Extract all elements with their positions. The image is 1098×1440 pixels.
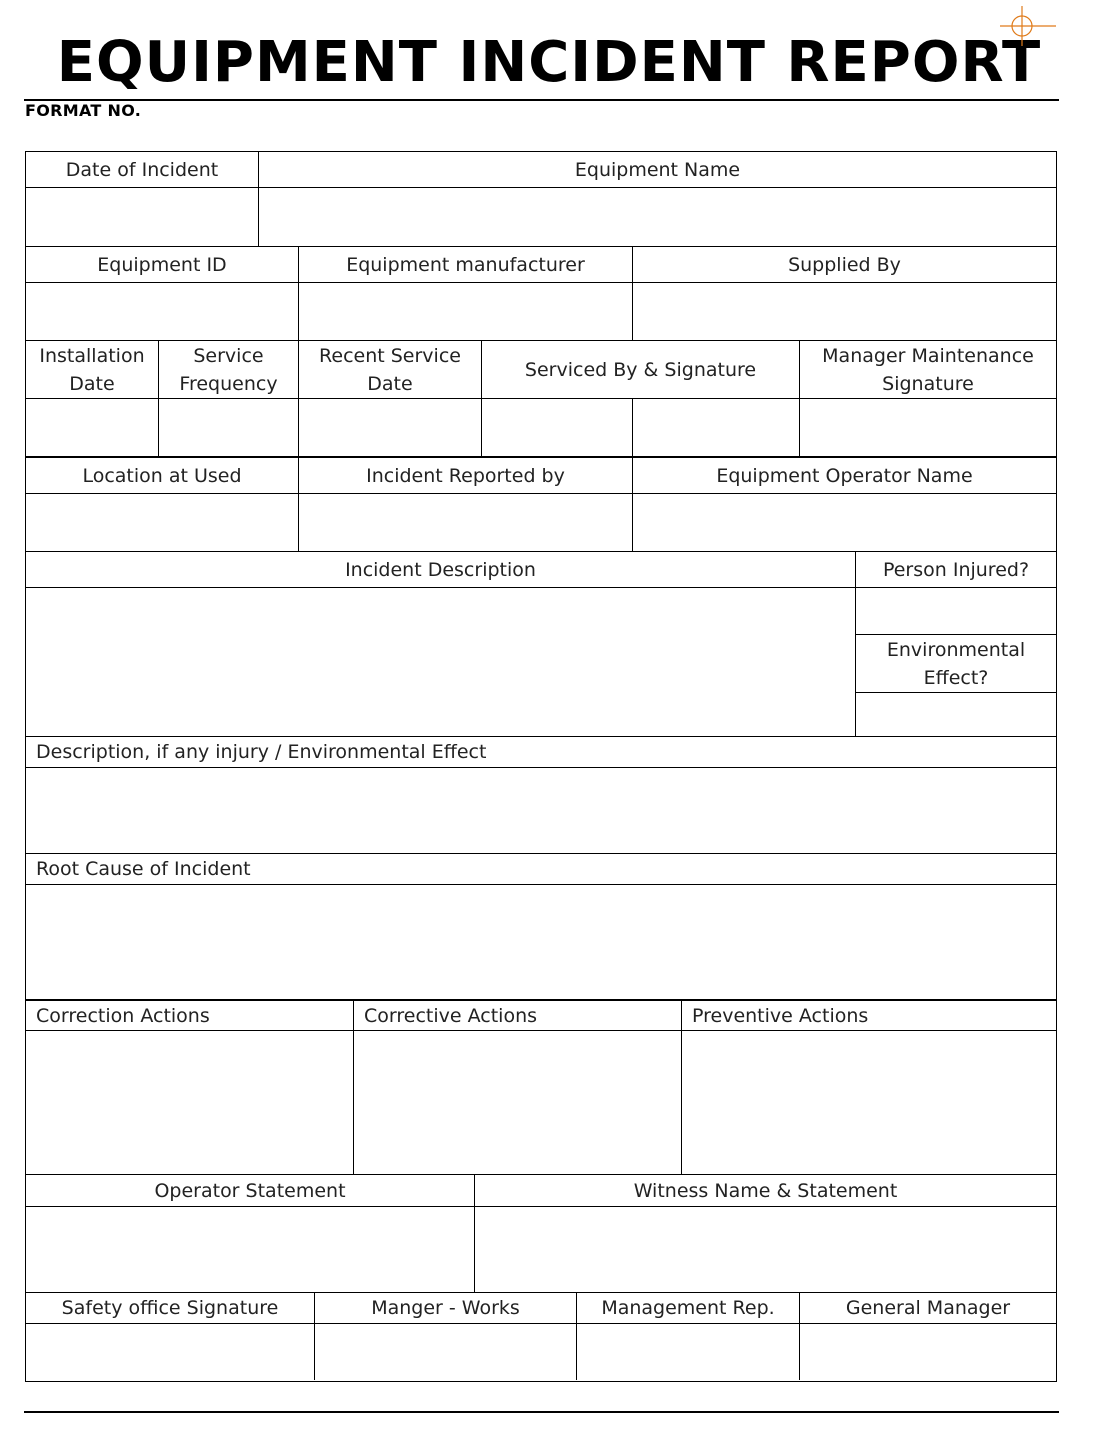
incident-reported-by-header: Incident Reported by: [299, 458, 633, 494]
footer-divider: [24, 1411, 1059, 1413]
correction-actions-header: Correction Actions: [26, 1001, 354, 1031]
management-rep-field[interactable]: [577, 1324, 800, 1380]
environmental-effect-field[interactable]: [856, 693, 1056, 737]
equipment-operator-name-field[interactable]: [633, 494, 1056, 552]
manger-works-header: Manger - Works: [315, 1293, 577, 1324]
service-frequency-header: Service Frequency: [159, 341, 299, 399]
report-title: EQUIPMENT INCIDENT REPORT: [56, 30, 1042, 95]
corrective-actions-header: Corrective Actions: [354, 1001, 682, 1031]
witness-name-statement-field[interactable]: [475, 1207, 1056, 1293]
equipment-name-header: Equipment Name: [259, 152, 1056, 188]
supplied-by-header: Supplied By: [633, 247, 1056, 283]
service-signature-field[interactable]: [633, 399, 800, 458]
management-rep-header: Management Rep.: [577, 1293, 800, 1324]
root-cause-field[interactable]: [26, 885, 1056, 1001]
equipment-manufacturer-header: Equipment manufacturer: [299, 247, 633, 283]
operator-statement-header: Operator Statement: [26, 1175, 475, 1207]
header-divider: [24, 99, 1059, 101]
crosshair-mark-icon: [1000, 6, 1056, 46]
recent-service-date-header: Recent Service Date: [299, 341, 482, 399]
location-at-used-header: Location at Used: [26, 458, 299, 494]
incident-reported-by-field[interactable]: [299, 494, 633, 552]
person-injured-field[interactable]: [856, 588, 1056, 635]
safety-office-signature-header: Safety office Signature: [26, 1293, 315, 1324]
equipment-id-field[interactable]: [26, 283, 299, 341]
supplied-by-field[interactable]: [633, 283, 1056, 341]
serviced-by-field[interactable]: [482, 399, 633, 458]
date-of-incident-header: Date of Incident: [26, 152, 259, 188]
root-cause-header: Root Cause of Incident: [26, 854, 1056, 885]
correction-actions-field[interactable]: [26, 1031, 354, 1175]
incident-description-field[interactable]: [26, 588, 856, 737]
format-no-label: FORMAT NO.: [25, 101, 142, 120]
incident-description-header: Incident Description: [26, 552, 856, 588]
date-of-incident-field[interactable]: [26, 188, 259, 247]
equipment-id-header: Equipment ID: [26, 247, 299, 283]
service-frequency-field[interactable]: [159, 399, 299, 458]
installation-date-field[interactable]: [26, 399, 159, 458]
operator-statement-field[interactable]: [26, 1207, 475, 1293]
person-injured-header: Person Injured?: [856, 552, 1056, 588]
injury-environmental-description-header: Description, if any injury / Environmental Effect: [26, 737, 1056, 768]
corrective-actions-field[interactable]: [354, 1031, 682, 1175]
equipment-operator-name-header: Equipment Operator Name: [633, 458, 1056, 494]
equipment-manufacturer-field[interactable]: [299, 283, 633, 341]
installation-date-header: Installation Date: [26, 341, 159, 399]
incident-form: [25, 151, 1057, 1382]
location-at-used-field[interactable]: [26, 494, 299, 552]
preventive-actions-field[interactable]: [682, 1031, 1056, 1175]
general-manager-field[interactable]: [800, 1324, 1056, 1380]
injury-environmental-description-field[interactable]: [26, 768, 1056, 854]
equipment-name-field[interactable]: [259, 188, 1056, 247]
environmental-effect-header: Environmental Effect?: [856, 635, 1056, 693]
recent-service-date-field[interactable]: [299, 399, 482, 458]
preventive-actions-header: Preventive Actions: [682, 1001, 1056, 1031]
witness-name-statement-header: Witness Name & Statement: [475, 1175, 1056, 1207]
serviced-by-signature-header: Serviced By & Signature: [482, 341, 800, 399]
general-manager-header: General Manager: [800, 1293, 1056, 1324]
manager-maintenance-signature-header: Manager Maintenance Signature: [800, 341, 1056, 399]
manger-works-field[interactable]: [315, 1324, 577, 1380]
manager-maintenance-signature-field[interactable]: [800, 399, 1056, 458]
safety-office-signature-field[interactable]: [26, 1324, 315, 1380]
